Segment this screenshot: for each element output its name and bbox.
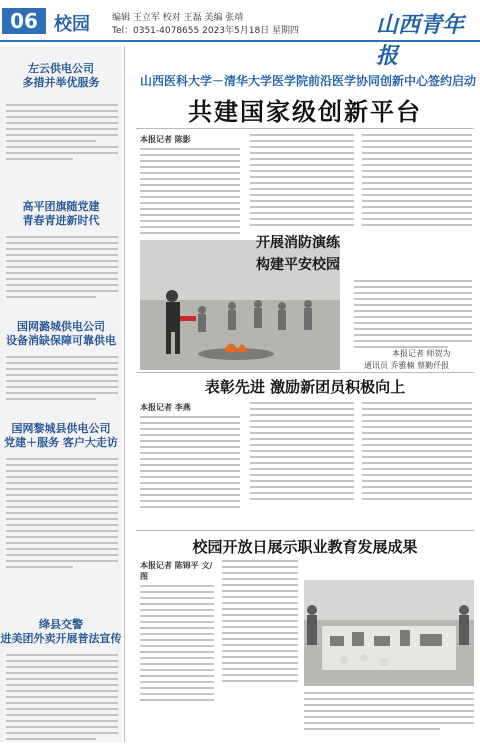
photo-credit-1: 本报记者 师贺为 bbox=[392, 349, 451, 358]
section-rule bbox=[136, 128, 474, 129]
story3-byline: 本报记者 陈锦平 文/图 bbox=[140, 561, 213, 581]
sidebar-article-body bbox=[6, 236, 118, 302]
photo-headline-1: 开展消防演练 bbox=[256, 235, 340, 251]
sidebar-article-body bbox=[6, 458, 118, 572]
story3-body-col3 bbox=[304, 692, 474, 734]
sidebar-article-title bbox=[0, 200, 122, 228]
story2-headline: 表彰先进 激励新团员积极向上 bbox=[204, 378, 406, 396]
photo-credit-2: 通讯员 乔雅楠 蔡勤仟报 bbox=[364, 361, 450, 370]
photo-caption bbox=[354, 280, 472, 352]
story3-body-col2 bbox=[222, 560, 298, 686]
lead-headline: 共建国家级创新平台 bbox=[188, 97, 422, 126]
sidebar-article-title bbox=[0, 320, 122, 348]
title-line: 左云供电公司 bbox=[28, 62, 94, 75]
title-line: 进美团外卖开展普法宣传 bbox=[0, 632, 122, 645]
story2-body-col2 bbox=[250, 402, 354, 504]
section-rule bbox=[136, 372, 474, 373]
section-rule bbox=[136, 530, 474, 531]
title-line: 党建＋服务 客户大走访 bbox=[4, 436, 118, 449]
story3-body-col1 bbox=[140, 560, 214, 705]
title-line: 设备消缺保障可靠供电 bbox=[6, 334, 116, 347]
story2-body-col3 bbox=[362, 402, 472, 504]
title-line: 青春青进新时代 bbox=[22, 214, 100, 227]
lead-body-col1 bbox=[140, 134, 240, 238]
sidebar-article-title bbox=[0, 618, 122, 646]
newspaper-logo: 山西青年报 bbox=[376, 12, 465, 69]
title-line: 国网潞城供电公司 bbox=[17, 320, 105, 333]
header-rule bbox=[0, 40, 480, 42]
sidebar-article-body bbox=[6, 356, 118, 404]
story2-byline: 本报记者 李燕 bbox=[140, 403, 191, 412]
sidebar-article-body bbox=[6, 654, 118, 744]
story3-headline: 校园开放日展示职业教育发展成果 bbox=[192, 538, 418, 556]
title-line: 多措并举优服务 bbox=[22, 76, 100, 89]
column-separator bbox=[124, 46, 125, 742]
title-line: 高平团旗随党建 bbox=[22, 200, 100, 213]
title-line: 绛县交警 bbox=[39, 618, 83, 631]
title-line: 国网黎城县供电公司 bbox=[11, 422, 111, 435]
left-sidebar bbox=[0, 46, 122, 742]
photo-headline-2: 构建平安校园 bbox=[256, 257, 340, 273]
lead-byline: 本报记者 陈影 bbox=[140, 135, 191, 144]
story2-body-col1 bbox=[140, 402, 240, 512]
sidebar-article-body bbox=[6, 104, 118, 164]
sidebar-article-title bbox=[0, 62, 122, 90]
lead-body-col2 bbox=[250, 134, 354, 230]
page-number: 06 bbox=[2, 8, 46, 34]
tel-date-line: Tel：0351-4078655 2023年5月18日 星期四 bbox=[112, 26, 300, 36]
lead-kicker: 山西医科大学－清华大学医学院前沿医学协同创新中心签约启动 bbox=[140, 74, 477, 88]
sidebar-article-title bbox=[0, 422, 122, 450]
open-day-photo bbox=[304, 580, 474, 686]
open-day-photo-art bbox=[304, 580, 474, 686]
editors-line: 编辑 王立军 校对 王磊 美编 张靖 bbox=[112, 13, 244, 23]
lead-body-col3 bbox=[362, 134, 472, 230]
column-name: 校园 bbox=[54, 14, 90, 35]
